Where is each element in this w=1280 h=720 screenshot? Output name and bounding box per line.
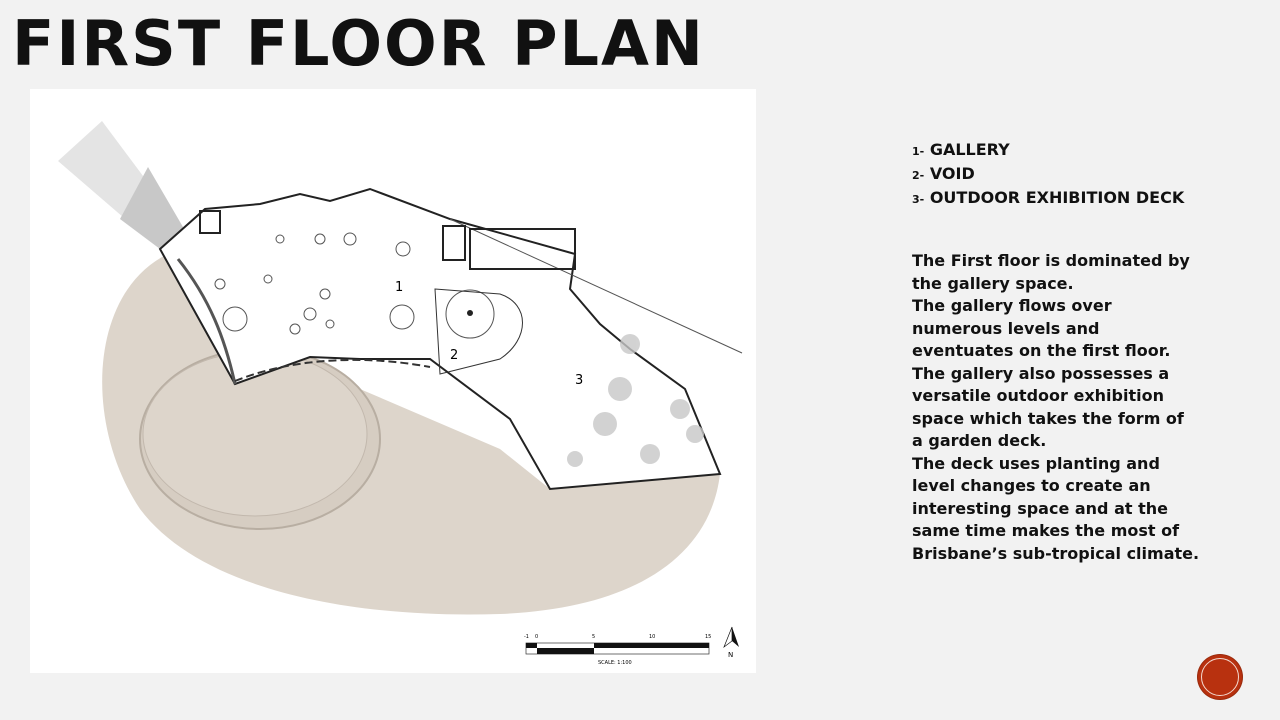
floor-plan-drawing: [30, 89, 756, 673]
north-label: N: [728, 651, 734, 659]
scale-tick: 10: [649, 634, 656, 640]
scale-label: SCALE: 1:100: [598, 660, 632, 666]
room-label-gallery: 1: [395, 280, 404, 295]
scale-tick: 15: [705, 634, 712, 640]
north-arrow-icon: [724, 627, 739, 659]
legend-item: 1- GALLERY: [912, 140, 1010, 159]
legend-item: 2- VOID: [912, 164, 975, 183]
legend-item: 3- OUTDOOR EXHIBITION DECK: [912, 188, 1185, 207]
description-text: The First floor is dominated by the gallery space. The gallery flows over numerous levels and eventuates on the first floor. The gallery also possesses a versatile outdoor exhibition space which takes the form of a garden deck. The deck uses planting and level changes to create an interesting space and at the same time makes the most of Brisbane’s sub-tropical climate.: [912, 251, 1200, 563]
scale-tick: 5: [592, 634, 596, 640]
scale-tick: 0: [535, 634, 539, 640]
scale-tick: -1: [524, 634, 529, 640]
decorative-red-circle: [1198, 655, 1242, 699]
room-label-deck: 3: [575, 373, 584, 388]
floor-plan-svg: [30, 89, 756, 673]
room-label-void: 2: [450, 348, 459, 363]
room-legend: [912, 139, 1184, 211]
page-title: FIRST FLOOR PLAN: [12, 7, 705, 80]
scale-bar: [524, 634, 711, 666]
